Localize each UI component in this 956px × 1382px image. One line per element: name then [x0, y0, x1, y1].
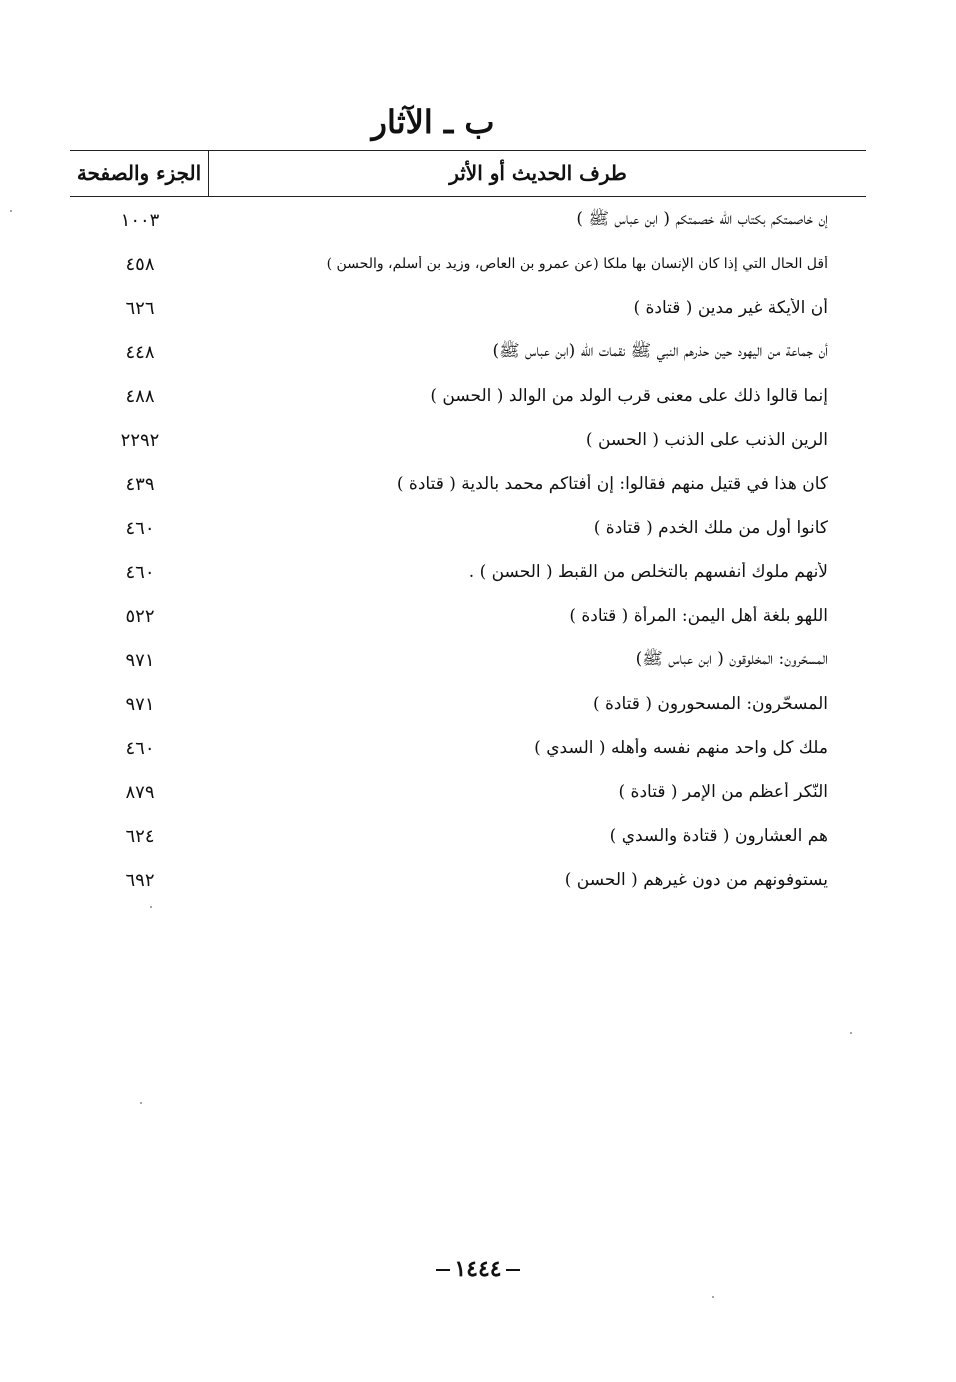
page-ref: ١٠٠٣ — [120, 209, 160, 231]
table-row — [70, 330, 866, 374]
athar-text: أن جماعة من اليهود حين حذرهم النبي ﷺ نقمات الله (ابن عباس ﷺ) — [492, 340, 828, 361]
table-row — [70, 462, 866, 506]
table-row — [70, 814, 866, 858]
page-ref: ٥٢٢ — [125, 605, 155, 627]
scan-speck — [850, 1032, 852, 1034]
table-row — [70, 726, 866, 770]
table-row — [70, 506, 866, 550]
table-row — [70, 418, 866, 462]
table-row — [70, 286, 866, 330]
page-ref: ٤٦٠ — [125, 737, 155, 759]
section-title: ب ـ الآثار — [371, 103, 495, 141]
header-volume-page: الجزء والصفحة — [76, 161, 202, 185]
athar-text: المسحّرون: المخلوقون ( ابن عباس ﷺ) — [635, 648, 828, 669]
athar-text: إنما قالوا ذلك على معنى قرب الولد من الوالد ( الحسن ) — [430, 386, 828, 406]
page-ref: ٤٥٨ — [125, 253, 155, 275]
athar-text: المسحّرون: المسحورون ( قتادة ) — [592, 694, 828, 714]
table-row — [70, 638, 866, 682]
athar-text: النّكر أعظم من الإمر ( قتادة ) — [618, 782, 828, 802]
page-ref: ٦٢٦ — [125, 297, 155, 319]
scan-speck — [712, 1296, 714, 1298]
table-top-rule — [70, 150, 866, 151]
scan-speck — [140, 1102, 142, 1104]
athar-text: لأنهم ملوك أنفسهم بالتخلص من القبط ( الحسن ) . — [468, 562, 828, 582]
page-ref: ٤٤٨ — [125, 341, 155, 363]
athar-text: إن خاصمتكم بكتاب الله خصمتكم ( ابن عباس ﷺ ) — [576, 208, 828, 229]
header-column-divider — [208, 150, 209, 196]
athar-text: كانوا أول من ملك الخدم ( قتادة ) — [593, 518, 828, 538]
page-ref: ٦٩٢ — [125, 869, 155, 891]
page-number-footer — [0, 1256, 956, 1282]
page-ref: ٤٦٠ — [125, 517, 155, 539]
page-ref: ٨٧٩ — [125, 781, 155, 803]
athar-text: أن الأيكة غير مدين ( قتادة ) — [633, 298, 828, 318]
athar-text: أقل الحال التي إذا كان الإنسان بها ملكا (عن عمرو بن العاص، وزيد بن أسلم، والحسن ) — [326, 256, 828, 272]
table-row — [70, 242, 866, 286]
page-ref: ٤٦٠ — [125, 561, 155, 583]
scan-speck — [10, 210, 12, 212]
page-ref: ٩٧١ — [125, 649, 155, 671]
table-row — [70, 770, 866, 814]
athar-index-table — [70, 198, 866, 902]
page-ref: ٢٢٩٢ — [120, 429, 160, 451]
athar-text: كان هذا في قتيل منهم فقالوا: إن أفتاكم محمد بالدية ( قتادة ) — [396, 474, 828, 494]
athar-text: ملك كل واحد منهم نفسه وأهله ( السدي ) — [534, 738, 828, 758]
header-hadith-text: طرف الحديث أو الأثر — [449, 161, 627, 185]
table-row — [70, 594, 866, 638]
page-ref: ٤٣٩ — [125, 473, 155, 495]
athar-text: اللهو بلغة أهل اليمن: المرأة ( قتادة ) — [569, 606, 828, 626]
table-header-rule — [70, 196, 866, 197]
page-ref: ٦٢٤ — [125, 825, 155, 847]
footer-dash-left — [506, 1269, 520, 1271]
page-number: ١٤٤٤ — [454, 1256, 502, 1282]
table-row — [70, 198, 866, 242]
table-row — [70, 858, 866, 902]
athar-text: الرين الذنب على الذنب ( الحسن ) — [585, 430, 828, 450]
footer-dash-right — [436, 1269, 450, 1271]
page-ref: ٤٨٨ — [125, 385, 155, 407]
athar-text: هم العشارون ( قتادة والسدي ) — [609, 826, 828, 846]
table-row — [70, 550, 866, 594]
athar-text: يستوفونهم من دون غيرهم ( الحسن ) — [564, 870, 828, 890]
table-row — [70, 682, 866, 726]
table-row — [70, 374, 866, 418]
scan-speck — [150, 906, 152, 908]
page-ref: ٩٧١ — [125, 693, 155, 715]
